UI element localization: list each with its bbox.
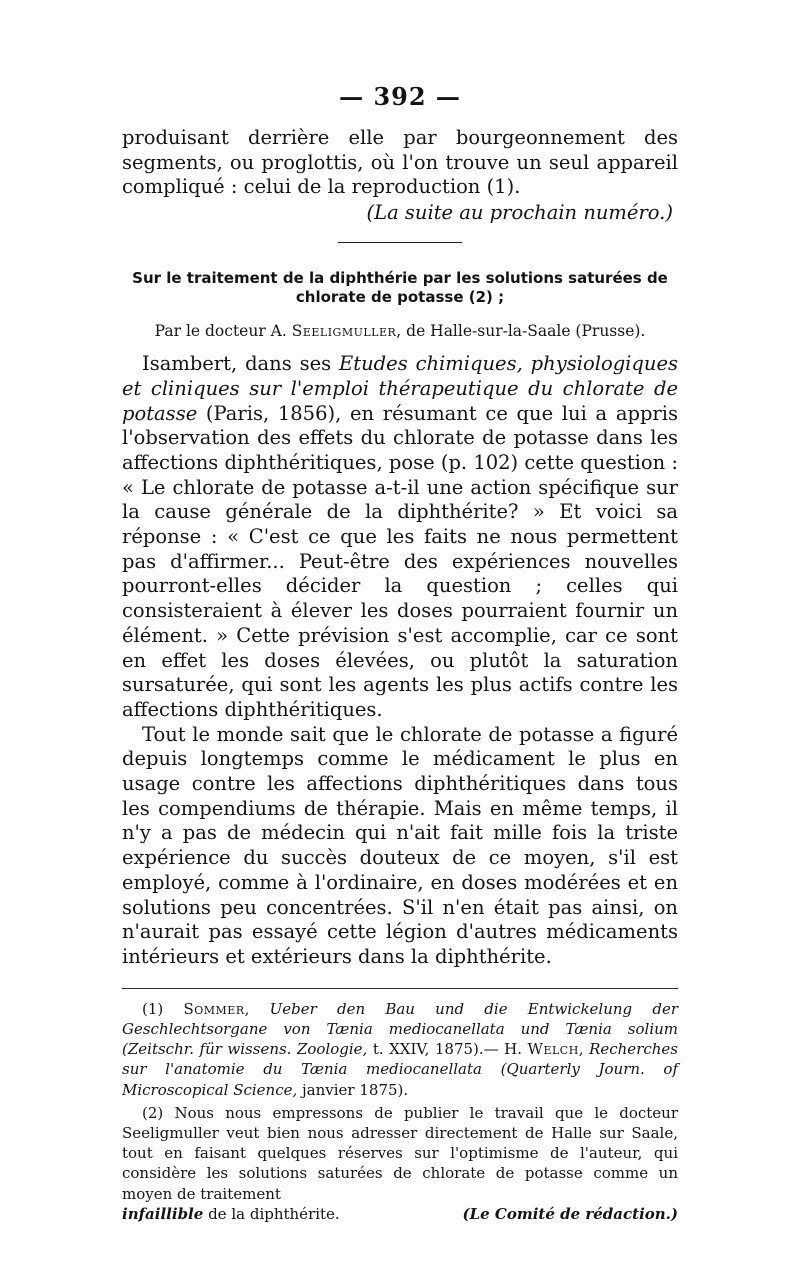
footnote-2-signature: (Le Comité de rédaction.) [462,1204,678,1223]
footnote-1-sep: , [244,999,270,1018]
book-title: Etudes chimiques, physiologiques et cliniques sur l'emploi thérapeutique du chlorate de potasse [122,352,678,425]
previous-article-text: produisant derrière elle par bourgeonnement des segments, ou proglottis, où l'on trouve un seul appareil compliqué : celui de la reproduction (1). [122,126,678,199]
footnote-2 [122,1103,678,1204]
footnote-1-author-2: Welch [527,1040,579,1059]
byline [122,320,678,342]
footnote-1 [122,999,678,1100]
byline-author: Seeligmuller [291,322,397,341]
footnote-1-sep-2: , [578,1040,590,1059]
section-divider [338,242,462,243]
footnote-2-text: (2) Nous nous empressons de publier le travail que le docteur Seeligmuller veut bien nous adresser directement de Halle sur Saale, tout en faisant quelques réserves sur l'optimisme de l'auteur, qui considère les solutions saturées de chlorate de potasse comme un moyen de traitement [122,1103,678,1203]
footnote-2-italic: infaillible [122,1204,204,1223]
footnote-1-number: (1) [142,999,184,1018]
byline-prefix: Par le docteur A. [154,322,292,341]
article-title: Sur le traitement de la diphthérie par les solutions saturées de chlorate de potasse (2) ; [132,269,668,307]
page [122,82,678,1224]
footnote-1-ref: t. XXIV, 1875).— H. [367,1040,528,1059]
page-number: — 392 — [339,82,461,111]
paragraph-1-start: Isambert, dans ses [142,352,340,376]
footnote-1-title-2: Recherches sur l'anatomie du Tænia mediocanellata (Quarterly Journ. of Microscopical Science, [122,1040,678,1099]
footnote-2-last-line [122,1204,678,1224]
byline-suffix: , de Halle-sur-la-Saale (Prusse). [396,322,646,341]
paragraph-1 [122,352,678,723]
paragraph-1-rest: (Paris, 1856), en résumant ce que lui a appris l'observation des effets du chlorate de potasse dans les affections diphthéritiques, pose (p. 102) cette question : « Le chlorate de potasse a-t-il une action spécifique sur la cause générale de la diphthérite? » Et voici sa réponse : « C'est ce que les faits ne nous permettent pas d'affirmer... Peut-être des expériences nouvelles pourront-elles décider la question ; celles qui consisteraient à élever les doses pourraient fournir un élément. » Cette prévision s'est accomplie, car ce sont en effet les doses élevées, ou plutôt la saturation sursaturée, qui sont les agents les plus actifs contre les affections diphthéritiques. [122,401,678,721]
footnote-2-tail: de la diphthérite. [203,1204,340,1223]
footnote-1-author: Sommer [183,999,245,1018]
footnote-divider [122,988,678,989]
paragraph-2: Tout le monde sait que le chlorate de potasse a figuré depuis longtemps comme le médicament le plus en usage contre les affections diphthéritiques dans tous les compendiums de thérapie. Mais en même temps, il n'y a pas de médecin qui n'ait fait mille fois la triste expérience du succès douteux de ce moyen, s'il est employé, comme à l'ordinaire, en doses modérées et en solutions peu concentrées. S'il n'en était pas ainsi, on n'aurait pas essayé cette légion d'autres médicaments intérieurs et extérieurs dans la diphthérite. [122,722,678,968]
continuation-note: (La suite au prochain numéro.) [366,201,673,225]
footnote-1-ref-2: janvier 1875). [297,1080,409,1099]
footnote-1-title: Ueber den Bau und die Entwickelung der Geschlechtsorgane von Tænia mediocanellata und Tænia solium (Zeitschr. für wissens. Zoologie, [122,999,678,1059]
